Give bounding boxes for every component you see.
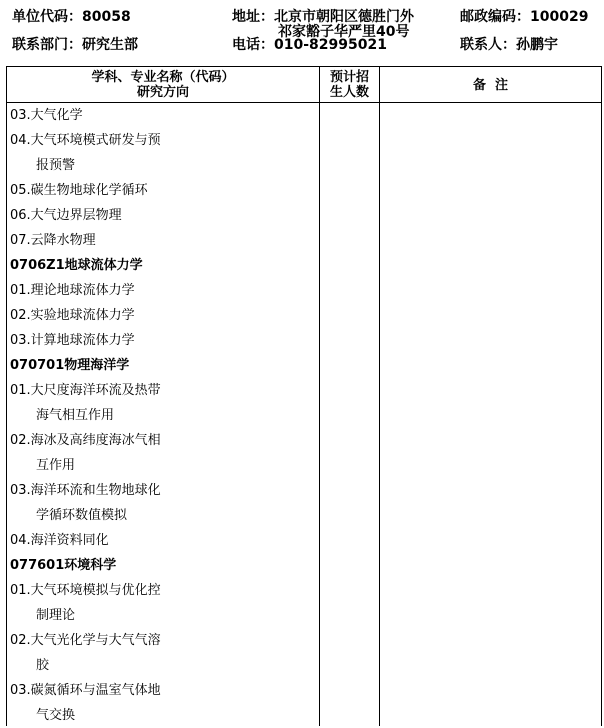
table-row: 气交换 <box>36 708 76 723</box>
column-header-discipline-line1: 学科、专业名称（代码） <box>91 70 235 85</box>
table-row: 海气相互作用 <box>36 408 115 423</box>
discipline-heading: 0706Z1地球流体力学 <box>10 258 143 273</box>
table-row: 03.海洋环流和生物地球化 <box>10 483 161 498</box>
address-line2: 祁家豁子华严里40号 <box>278 24 410 40</box>
column-divider <box>319 67 320 726</box>
discipline-heading: 070701物理海洋学 <box>10 358 130 373</box>
table-row: 报预警 <box>36 158 76 173</box>
table-row: 04.大气环境模式研发与预 <box>10 133 161 148</box>
table-row: 01.大气环境模拟与优化控 <box>10 583 161 598</box>
table-row: 互作用 <box>36 458 76 473</box>
department-value: 研究生部 <box>82 37 138 53</box>
contact-department <box>12 34 138 54</box>
phone-value: 010-82995021 <box>274 37 387 53</box>
postcode-value: 100029 <box>530 9 589 25</box>
table-row: 05.碳生物地球化学循环 <box>10 183 148 198</box>
table-row: 01.理论地球流体力学 <box>10 283 135 298</box>
column-header-remarks: 备 注 <box>472 77 509 93</box>
table-row: 06.大气边界层物理 <box>10 208 122 223</box>
phone-label: 电话： <box>232 37 274 53</box>
unit-code <box>12 6 131 26</box>
column-header-discipline-line2: 研究方向 <box>136 85 189 100</box>
department-label: 联系部门： <box>12 37 82 53</box>
column-header-enrollment-line2: 生人数 <box>329 85 369 100</box>
unit-code-value: 80058 <box>82 9 131 25</box>
column-header-enrollment <box>320 67 379 103</box>
address-label: 地址： <box>232 9 274 25</box>
table-row: 03.碳氮循环与温室气体地 <box>10 683 161 698</box>
phone <box>232 34 387 54</box>
postcode <box>460 6 588 26</box>
address-line1: 北京市朝阳区德胜门外 <box>274 9 414 25</box>
postcode-label: 邮政编码： <box>460 9 530 25</box>
column-divider <box>379 67 380 726</box>
table-row: 学循环数值模拟 <box>36 508 128 523</box>
table-row: 01.大尺度海洋环流及热带 <box>10 383 161 398</box>
unit-code-label: 单位代码： <box>12 9 82 25</box>
contact-value: 孙鹏宇 <box>516 37 558 53</box>
document-header <box>0 0 604 62</box>
table-row: 07.云降水物理 <box>10 233 96 248</box>
admissions-table <box>6 66 602 726</box>
table-row: 制理论 <box>36 608 76 623</box>
table-row: 02.实验地球流体力学 <box>10 308 135 323</box>
table-row: 胶 <box>36 658 50 673</box>
contact-person <box>460 34 558 54</box>
table-row: 04.海洋资料同化 <box>10 533 109 548</box>
table-row: 03.计算地球流体力学 <box>10 333 135 348</box>
table-row: 02.大气光化学与大气气溶 <box>10 633 161 648</box>
column-header-enrollment-line1: 预计招 <box>329 70 369 85</box>
table-row: 03.大气化学 <box>10 108 83 123</box>
discipline-heading: 077601环境科学 <box>10 558 117 573</box>
discipline-rows <box>7 103 317 728</box>
contact-label: 联系人： <box>460 37 516 53</box>
table-row: 02.海冰及高纬度海冰气相 <box>10 433 161 448</box>
column-header-discipline <box>7 67 319 103</box>
